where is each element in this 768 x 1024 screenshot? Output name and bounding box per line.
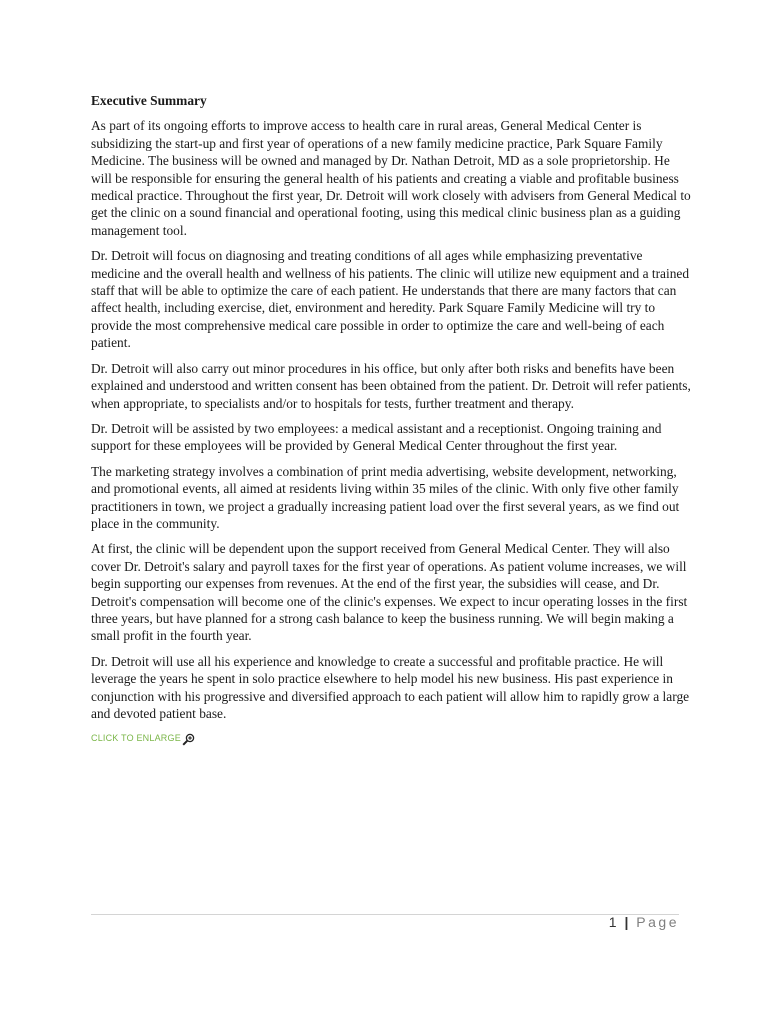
paragraph-1: As part of its ongoing efforts to improve access to health care in rural areas, General Medical Center is subsidizing the start-up and first year of operations of a new family medicine practice, Park Square Family Medicine. The business will be owned and managed by Dr. Nathan Detroit, MD as a sole proprietorship. He will be responsible for ensuring the general health of his patients and creating a viable and profitable business medical practice. Throughout the first year, Dr. Detroit will work closely with advisers from General Medical to get the clinic on a sound financial and operational footing, using this medical clinic business plan as a guiding management tool. <box>91 118 691 238</box>
page-label: Page <box>636 914 679 930</box>
document-body <box>91 92 691 748</box>
paragraph-4: Dr. Detroit will be assisted by two employees: a medical assistant and a receptionist. Ongoing training and support for these employees will be provided by General Medical Center throughout the first year. <box>91 420 662 454</box>
enlarge-label: CLICK TO ENLARGE <box>91 733 181 744</box>
page-number: 1 <box>608 914 618 930</box>
paragraph-5: The marketing strategy involves a combination of print media advertising, website development, networking, and promotional events, all aimed at residents living within 35 miles of the clinic. With only five other family practitioners in town, we project a gradually increasing patient load over the first several years, as we find out place in the community. <box>91 463 680 531</box>
paragraph-7: Dr. Detroit will use all his experience and knowledge to create a successful and profitable practice. He will leverage the years he spent in solo practice elsewhere to help model his new business. His past experience in conjunction with his progressive and diversified approach to each patient will allow him to rapidly grow a large and devoted patient base. <box>91 653 690 721</box>
page-footer <box>609 914 679 930</box>
paragraph-3: Dr. Detroit will also carry out minor procedures in his office, but only after both risks and benefits have been explained and understood and written consent has been obtained from the patient. Dr. Detroit will refer patients, when appropriate, to specialists and/or to hospitals for tests, further treatment and therapy. <box>91 360 691 411</box>
footer-divider <box>91 914 679 915</box>
footer-separator: | <box>624 914 630 930</box>
paragraph-6: At first, the clinic will be dependent upon the support received from General Medical Center. They will also cover Dr. Detroit's salary and payroll taxes for the first year of operations. As patient volume increases, we will begin supporting our expenses from revenues. At the end of the first year, the subsidies will cease, and Dr. Detroit's compensation will become one of the clinic's expenses. We expect to incur operating losses in the first three years, but have planned for a strong cash balance to keep the business running. We will begin making a small profit in the fourth year. <box>91 541 688 644</box>
paragraph-2: Dr. Detroit will focus on diagnosing and treating conditions of all ages while emphasizing preventative medicine and the overall health and wellness of his patients. The clinic will utilize new equipment and a trained staff that will be able to optimize the care of each patient. He understands that there are many factors that can affect health, including exercise, diet, environment and heredity. Park Square Family Medicine will try to provide the most comprehensive medical care possible in order to optimize the care and well-being of each patient. <box>91 248 690 351</box>
magnifier-plus-icon <box>182 733 195 746</box>
click-to-enlarge-link[interactable] <box>91 730 691 747</box>
section-heading: Executive Summary <box>91 93 207 108</box>
